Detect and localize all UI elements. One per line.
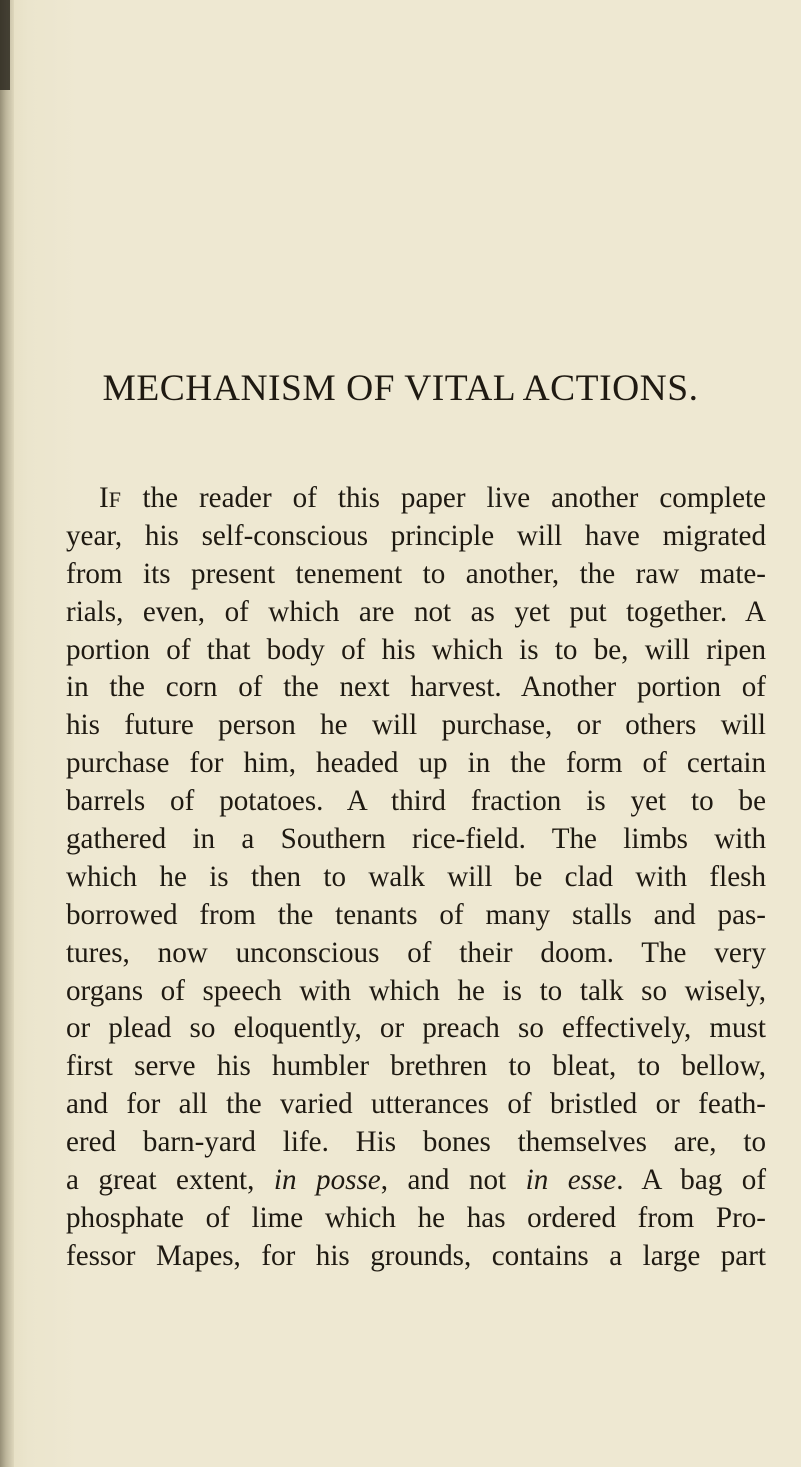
text-line-16: first serve his humbler brethren to bleat, to bellow, [66,1050,766,1083]
text-line-5: portion of that body of his which is to be, will ripen [66,633,766,666]
text-line-15: or plead so eloquently, or preach so effectively, must [66,1012,766,1045]
text-line-4: rials, even, of which are not as yet put together. A [66,595,766,628]
dropcap-rest: F [108,487,122,512]
text-line-10: gathered in a Southern rice-field. The limbs with [66,823,766,856]
line-19-mid: , and not [380,1164,507,1197]
italic-in-posse: in posse [273,1164,381,1197]
text-line-2: year, his self-conscious principle will have migrated [66,519,766,552]
text-line-8: purchase for him, headed up in the form of certain [66,747,766,780]
line-19-post: . A bag of [616,1164,767,1197]
text-line-1-content: the reader of this paper live another complete [142,482,766,514]
text-line-1 [66,480,766,518]
text-line-3: from its present tenement to another, the raw mate- [66,557,766,590]
text-line-9: barrels of potatoes. A third fraction is yet to be [66,785,766,818]
text-line-21: fessor Mapes, for his grounds, contains a large part [66,1239,766,1272]
body-paragraph [66,480,766,1276]
text-line-11: which he is then to walk will be clad with flesh [66,860,766,893]
dropcap-initial: I [99,482,109,514]
italic-in-esse: in esse [525,1164,617,1197]
text-line-19 [66,1162,766,1200]
chapter-title: MECHANISM OF VITAL ACTIONS. [102,368,699,409]
line-19-pre: a great extent, [66,1164,255,1197]
text-line-17: and for all the varied utterances of bristled or feath- [66,1088,766,1121]
text-line-13: tures, now unconscious of their doom. The very [66,936,766,969]
text-line-18: ered barn-yard life. His bones themselves are, to [66,1126,766,1159]
text-line-6: in the corn of the next harvest. Another portion of [66,671,766,704]
page-gutter-dark-edge [0,0,10,90]
text-line-14: organs of speech with which he is to talk so wisely, [66,974,766,1007]
text-line-20: phosphate of lime which he has ordered from Pro- [66,1201,766,1234]
text-line-12: borrowed from the tenants of many stalls and pas- [66,898,766,931]
page-gutter-shadow [0,0,14,1467]
text-line-7: his future person he will purchase, or others will [66,709,766,742]
